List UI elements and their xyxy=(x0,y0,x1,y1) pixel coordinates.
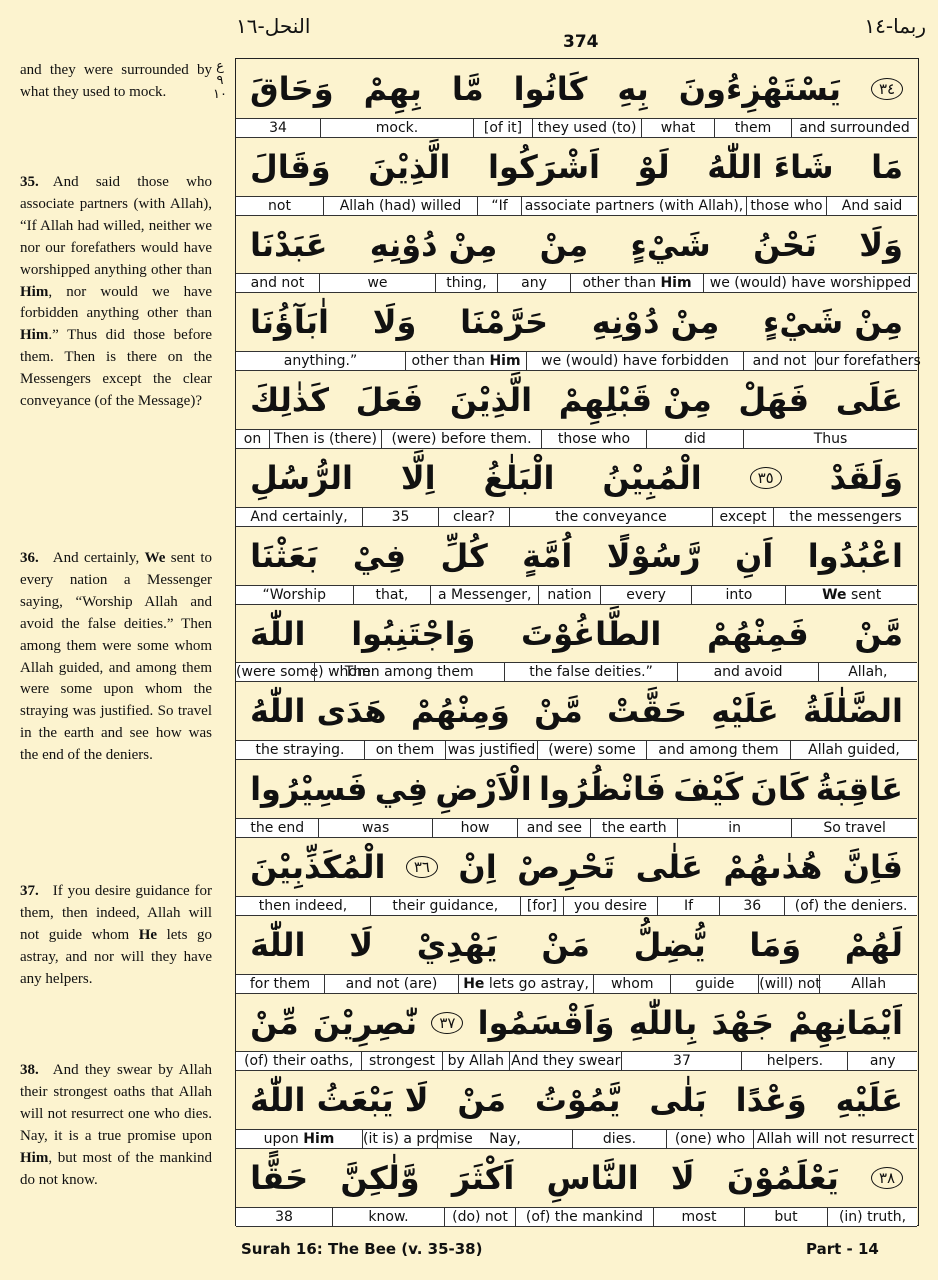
gloss-cell: by Allah xyxy=(442,1052,509,1070)
verse-number: 37. xyxy=(20,883,39,899)
gloss-cell: a Messenger, xyxy=(430,586,538,604)
verse-row xyxy=(236,1070,917,1149)
word-by-word-grid xyxy=(235,58,919,1226)
gloss-line xyxy=(236,507,917,526)
arabic-line xyxy=(236,370,917,430)
gloss-cell: them xyxy=(714,119,791,137)
arabic-word: اَشْرَكُوا xyxy=(488,147,601,186)
arabic-word: جَهْدَ xyxy=(711,1003,775,1042)
arabic-word: وَّلٰكِنَّ xyxy=(340,1159,420,1198)
gloss-cell: except xyxy=(712,508,773,526)
arabic-word: الرُّسُلِ xyxy=(250,459,353,497)
arabic-word: فَاِنَّ xyxy=(842,848,903,886)
gloss-cell: know. xyxy=(332,1208,444,1226)
verse-row xyxy=(236,370,917,449)
gloss-cell: nation xyxy=(538,586,600,604)
gloss-line xyxy=(236,1207,917,1226)
gloss-line xyxy=(236,351,921,370)
arabic-word: يَعْلَمُوْنَ xyxy=(726,1159,839,1198)
footer-surah-title: Surah 16: The Bee (v. 35-38) xyxy=(241,1240,483,1258)
arabic-word: مِنْ دُوْنِهِ xyxy=(591,303,720,342)
arabic-word: لَوْ xyxy=(637,147,670,186)
gloss-line xyxy=(236,740,917,759)
verse-row xyxy=(236,448,917,527)
gloss-cell: in xyxy=(677,819,791,837)
verse-end-marker: ٣٥ xyxy=(750,467,782,489)
gloss-cell: (were some) whom xyxy=(236,664,371,681)
gloss-cell: and not xyxy=(743,352,815,370)
arabic-word: بِهِ xyxy=(617,70,649,108)
arabic-word: يَّمُوْتُ xyxy=(534,1081,621,1120)
arabic-word: وَقَالَ xyxy=(250,147,331,186)
arabic-word: بِاللّٰهِ xyxy=(628,1003,698,1042)
gloss-cell: helpers. xyxy=(741,1052,847,1070)
gloss-cell: those who xyxy=(746,197,826,215)
gloss-cell: and see xyxy=(517,819,590,837)
gloss-line xyxy=(236,1051,917,1070)
verse-end-marker: ٣٤ xyxy=(871,78,903,100)
gloss-cell: And certainly, xyxy=(250,508,348,525)
arabic-word: مَّنْ xyxy=(854,614,903,653)
arabic-word: يَهْدِيْ xyxy=(416,925,498,964)
arabic-word: شَاءَ اللّٰهُ xyxy=(707,147,834,186)
arabic-word: رَّسُوْلًا xyxy=(606,536,701,575)
arabic-word: اٰبَآؤُنَا xyxy=(250,303,329,342)
arabic-line xyxy=(236,526,917,586)
verse-end-marker: ٣٦ xyxy=(406,856,438,878)
gloss-cell: Allah guided, xyxy=(790,741,917,759)
gloss-cell: (were) before them. xyxy=(381,430,541,448)
verse-row xyxy=(236,215,917,294)
gloss-cell: their guidance, xyxy=(370,897,520,915)
gloss-cell: on xyxy=(243,430,262,447)
gloss-cell: most xyxy=(653,1208,744,1226)
verse-row xyxy=(236,292,921,371)
gloss-cell: He lets go astray, xyxy=(458,975,593,993)
arabic-word: فَهَلْ xyxy=(738,381,810,420)
gloss-cell: was xyxy=(318,819,431,837)
verse-row xyxy=(236,681,917,760)
arabic-word: وَلَقَدْ xyxy=(829,459,903,497)
gloss-cell: every xyxy=(600,586,692,604)
gloss-cell: thing, xyxy=(435,274,497,292)
gloss-cell: Allah will not resurrect xyxy=(753,1130,917,1148)
juz-header-arabic: ربما-١٤ xyxy=(864,14,926,38)
gloss-cell: mock. xyxy=(320,119,473,137)
translation-text: And they swear by Allah their strongest oaths that Allah will not resurrect one who dies. Nay, it is a true promise upon Him, but most of the mankind do not know. xyxy=(20,1062,212,1188)
translation-paragraph xyxy=(20,881,212,991)
translation-paragraph xyxy=(20,172,212,413)
arabic-word: مِّنْ xyxy=(250,1003,299,1042)
verse-row xyxy=(236,993,917,1072)
gloss-cell: “Worship xyxy=(262,586,327,603)
arabic-word: اُمَّةٍ xyxy=(522,536,573,575)
arabic-word: مِنْ xyxy=(539,225,589,264)
gloss-cell: we xyxy=(319,274,435,292)
gloss-cell: (were) some xyxy=(537,741,646,759)
arabic-word: الَّذِيْنَ xyxy=(449,381,533,420)
gloss-cell: we (would) have worshipped xyxy=(703,274,917,292)
arabic-line xyxy=(236,448,917,508)
gloss-cell: what xyxy=(641,119,714,137)
gloss-line xyxy=(236,974,917,993)
arabic-word: بَلٰى xyxy=(649,1081,707,1120)
arabic-word: وَمَا xyxy=(749,925,802,964)
gloss-cell: how xyxy=(432,819,518,837)
gloss-cell: Allah, xyxy=(818,663,917,681)
arabic-word: الضَّلٰلَةُ xyxy=(802,692,903,731)
arabic-word: عَلَى xyxy=(835,381,903,420)
gloss-cell: for them xyxy=(249,975,311,992)
arabic-word: كُلِّ xyxy=(440,536,488,575)
gloss-cell: And they swear xyxy=(509,1052,621,1070)
gloss-cell: upon Him xyxy=(263,1131,335,1148)
arabic-word: وَاجْتَنِبُوا xyxy=(351,614,476,653)
arabic-word: كَيْفَ xyxy=(673,770,744,809)
gloss-cell: into xyxy=(691,586,785,604)
arabic-word: فَسِيْرُوا xyxy=(250,770,368,809)
arabic-word: الْبَلٰغُ xyxy=(483,459,555,497)
gloss-cell: (in) truth, xyxy=(827,1208,917,1226)
gloss-cell: (do) not xyxy=(444,1208,515,1226)
gloss-cell: that, xyxy=(353,586,431,604)
arabic-word: الطَّاغُوْتَ xyxy=(521,614,662,653)
gloss-line xyxy=(236,196,917,215)
gloss-line xyxy=(236,1129,917,1148)
arabic-line xyxy=(236,915,917,975)
translation-text: and they were surrounded by what they used to mock. xyxy=(20,62,212,100)
arabic-word: فِيْ xyxy=(352,536,407,575)
arabic-word: الْمُكَذِّبِيْنَ xyxy=(250,848,386,886)
gloss-cell: 38 xyxy=(275,1208,293,1225)
gloss-cell: whom xyxy=(593,975,670,993)
gloss-cell: the earth xyxy=(590,819,677,837)
verse-row xyxy=(236,526,917,605)
arabic-line xyxy=(236,604,917,664)
gloss-cell: you desire xyxy=(563,897,656,915)
arabic-word: عَلَيْهِ xyxy=(835,1081,903,1120)
arabic-word: بَعَثْنَا xyxy=(250,536,319,575)
arabic-word: وَلَا xyxy=(372,303,417,342)
gloss-line xyxy=(236,585,917,604)
arabic-word: فِي xyxy=(374,770,429,809)
verse-number: 38. xyxy=(20,1062,39,1078)
gloss-cell: (of) the mankind xyxy=(515,1208,653,1226)
arabic-word: اِنْ xyxy=(458,848,497,886)
arabic-word: وَمِنْهُمْ xyxy=(410,692,510,731)
arabic-word: نَحْنُ xyxy=(753,225,817,264)
gloss-cell: [for] xyxy=(520,897,564,915)
arabic-word: حَرَّمْنَا xyxy=(460,303,549,342)
arabic-word: وَاَقْسَمُوا xyxy=(477,1003,615,1042)
verse-number: 35. xyxy=(20,174,39,190)
translation-text: If you desire guidance for them, then indeed, Allah will not guide whom He lets go astray, and nor will they have any helpers. xyxy=(20,883,212,987)
gloss-cell: the messengers xyxy=(773,508,917,526)
arabic-word: فَمِنْهُمْ xyxy=(707,614,809,653)
gloss-line xyxy=(236,429,917,448)
arabic-word: اللّٰهَ xyxy=(250,925,306,964)
gloss-line xyxy=(236,662,917,681)
verse-number: 36. xyxy=(20,550,39,566)
gloss-cell: strongest xyxy=(361,1052,441,1070)
arabic-line xyxy=(236,1148,917,1208)
verse-row xyxy=(236,137,917,216)
gloss-cell: 36 xyxy=(719,897,784,915)
arabic-word: الْمُبِيْنُ xyxy=(602,459,702,497)
gloss-cell: 37 xyxy=(621,1052,741,1070)
arabic-word: وَلَا xyxy=(859,225,903,264)
gloss-cell: the straying. xyxy=(255,742,345,759)
arabic-word: بِهِمْ xyxy=(363,70,422,108)
footer-part: Part - 14 xyxy=(806,1240,879,1258)
gloss-cell: those who xyxy=(541,430,646,448)
arabic-word: الَّذِيْنَ xyxy=(368,147,451,186)
verse-row xyxy=(236,837,917,916)
arabic-word: مِنْ شَيْءٍ xyxy=(763,303,903,342)
arabic-word: هُدٰىهُمْ xyxy=(723,848,823,886)
arabic-word: فَانْظُرُوا xyxy=(539,770,666,809)
gloss-cell: (of) the deniers. xyxy=(784,897,917,915)
arabic-line xyxy=(236,837,917,897)
arabic-word: عَلَيْهِ xyxy=(711,692,779,731)
gloss-cell: they used (to) xyxy=(532,119,641,137)
arabic-line xyxy=(236,137,917,197)
gloss-cell: and surrounded xyxy=(791,119,917,137)
gloss-cell: and among them xyxy=(646,741,790,759)
arabic-word: حَقَّتْ xyxy=(607,692,687,731)
gloss-cell: the false deities.” xyxy=(504,663,678,681)
arabic-word: عَبَدْنَا xyxy=(250,225,328,264)
arabic-word: لَهُمْ xyxy=(844,925,903,964)
gloss-cell: other than Him xyxy=(570,274,703,292)
arabic-word: حَقًّا xyxy=(250,1159,309,1198)
arabic-word: كَانَ xyxy=(750,770,809,809)
arabic-word: يَسْتَهْزِءُونَ xyxy=(678,70,841,108)
arabic-word: وَعْدًا xyxy=(735,1081,807,1120)
arabic-word: فَعَلَ xyxy=(355,381,424,420)
arabic-word: اللّٰهَ xyxy=(250,614,306,653)
arabic-line xyxy=(236,759,917,819)
arabic-word: مِنْ قَبْلِهِمْ xyxy=(558,381,712,420)
gloss-line xyxy=(236,273,917,292)
arabic-word: اِلَّا xyxy=(400,459,436,497)
verse-row xyxy=(236,1148,917,1227)
arabic-line xyxy=(236,292,917,352)
gloss-cell: And said xyxy=(826,197,917,215)
gloss-cell: the end xyxy=(250,819,305,836)
gloss-cell: If xyxy=(657,897,720,915)
translation-text: And said those who associate partners (with Allah), “If Allah had willed, neither we nor our forefathers would have worshipped anything other than Him, nor would we have forbidden anything other than Him.” Thus did those before them. Then is there on the Messengers except the clear conveyance (of the Message)? xyxy=(20,174,212,410)
verse-row xyxy=(236,59,917,138)
arabic-line xyxy=(236,993,917,1053)
arabic-word: مَنْ xyxy=(457,1081,507,1120)
gloss-cell: but xyxy=(744,1208,827,1226)
gloss-cell: our forefathers xyxy=(816,353,921,370)
gloss-cell: We sent xyxy=(785,586,917,604)
gloss-cell: (it is) a promise xyxy=(363,1131,473,1148)
gloss-cell: 34 xyxy=(269,119,287,136)
gloss-cell: “If xyxy=(477,197,521,215)
arabic-line xyxy=(236,681,917,741)
surah-header-arabic: النحل-١٦ xyxy=(236,14,311,38)
ruku-marker: ع ٩ ١٠ xyxy=(213,59,227,102)
arabic-word: لَا يَبْعَثُ اللّٰهُ xyxy=(250,1081,429,1120)
arabic-word: عَاقِبَةُ xyxy=(815,770,903,809)
gloss-cell: So travel xyxy=(791,819,917,837)
gloss-line xyxy=(236,818,917,837)
gloss-cell: anything.” xyxy=(283,353,358,370)
gloss-cell: not xyxy=(268,197,291,214)
arabic-word: يُّضِلُّ xyxy=(633,925,706,964)
arabic-line xyxy=(236,59,917,119)
gloss-cell: we (would) have forbidden xyxy=(526,352,743,370)
arabic-word: اَنِ xyxy=(735,536,774,575)
verse-end-marker: ٣٧ xyxy=(431,1012,463,1034)
gloss-cell: other than Him xyxy=(405,352,526,370)
gloss-line xyxy=(236,118,917,137)
arabic-word: كَانُوا xyxy=(513,70,588,108)
arabic-word: اعْبُدُوا xyxy=(807,536,903,575)
arabic-word: عَلٰى xyxy=(635,848,703,886)
gloss-cell: Thus xyxy=(743,430,917,448)
arabic-word: لَا xyxy=(349,925,374,964)
gloss-cell: Allah (had) willed xyxy=(323,197,477,215)
gloss-cell: then indeed, xyxy=(258,897,348,914)
arabic-line xyxy=(236,1070,917,1130)
gloss-cell: dies. xyxy=(572,1130,666,1148)
gloss-cell: and not xyxy=(250,275,305,292)
arabic-word: النَّاسِ xyxy=(546,1159,639,1198)
gloss-cell: and avoid xyxy=(677,663,817,681)
arabic-word: اَكْثَرَ xyxy=(451,1159,515,1198)
arabic-word: نّٰصِرِيْنَ xyxy=(312,1003,418,1042)
gloss-cell: associate partners (with Allah), xyxy=(521,197,746,215)
gloss-cell: guide xyxy=(670,975,758,993)
gloss-line xyxy=(236,896,917,915)
gloss-cell: did xyxy=(646,430,743,448)
gloss-cell: Nay, xyxy=(437,1130,572,1148)
arabic-word: مِنْ دُوْنِهِ xyxy=(369,225,498,264)
arabic-word: مَّا xyxy=(451,70,484,108)
translation-paragraph xyxy=(20,1060,212,1191)
gloss-cell: Then among them xyxy=(314,663,504,681)
arabic-word: الْاَرْضِ xyxy=(435,770,532,809)
arabic-line xyxy=(236,215,917,275)
gloss-cell: (of) their oaths, xyxy=(244,1053,354,1070)
gloss-cell: Then is (there) xyxy=(269,430,381,448)
arabic-word: مَنْ xyxy=(541,925,590,964)
arabic-word: مَّنْ xyxy=(534,692,583,731)
arabic-word: شَيْءٍ xyxy=(630,225,711,264)
arabic-word: اَيْمَانِهِمْ xyxy=(788,1003,903,1042)
arabic-word: تَحْرِصْ xyxy=(517,848,616,886)
gloss-cell: Allah xyxy=(819,975,917,993)
page-number: 374 xyxy=(563,32,599,52)
verse-end-marker: ٣٨ xyxy=(871,1167,903,1189)
gloss-cell: (will) not xyxy=(759,975,821,992)
arabic-word: وَحَاقَ xyxy=(250,70,334,108)
verse-row xyxy=(236,915,917,994)
gloss-cell: and not (are) xyxy=(324,975,458,993)
translation-paragraph xyxy=(20,548,212,767)
translation-paragraph xyxy=(20,60,212,104)
arabic-word: هَدَى اللّٰهُ xyxy=(250,692,387,731)
gloss-cell: [of it] xyxy=(473,119,532,137)
verse-row xyxy=(236,759,917,838)
translation-text: And certainly, We sent to every nation a Messenger saying, “Worship Allah and avoid the false deities.” Then among them were some whom Allah guided, and among them were some upon whom the straying was justified. So travel in the earth and see how was the end of the deniers. xyxy=(20,550,212,764)
gloss-cell: (one) who xyxy=(666,1130,753,1148)
gloss-cell: clear? xyxy=(438,508,509,526)
arabic-word: لَا xyxy=(670,1159,695,1198)
verse-row xyxy=(236,604,917,683)
gloss-cell: on them xyxy=(364,741,445,759)
gloss-cell: the conveyance xyxy=(509,508,712,526)
gloss-cell: any xyxy=(847,1052,917,1070)
gloss-cell: was justified xyxy=(445,741,537,759)
gloss-cell: any xyxy=(497,274,570,292)
arabic-word: مَا xyxy=(871,147,903,186)
gloss-cell: 35 xyxy=(362,508,438,526)
arabic-word: كَذٰلِكَ xyxy=(250,381,329,420)
